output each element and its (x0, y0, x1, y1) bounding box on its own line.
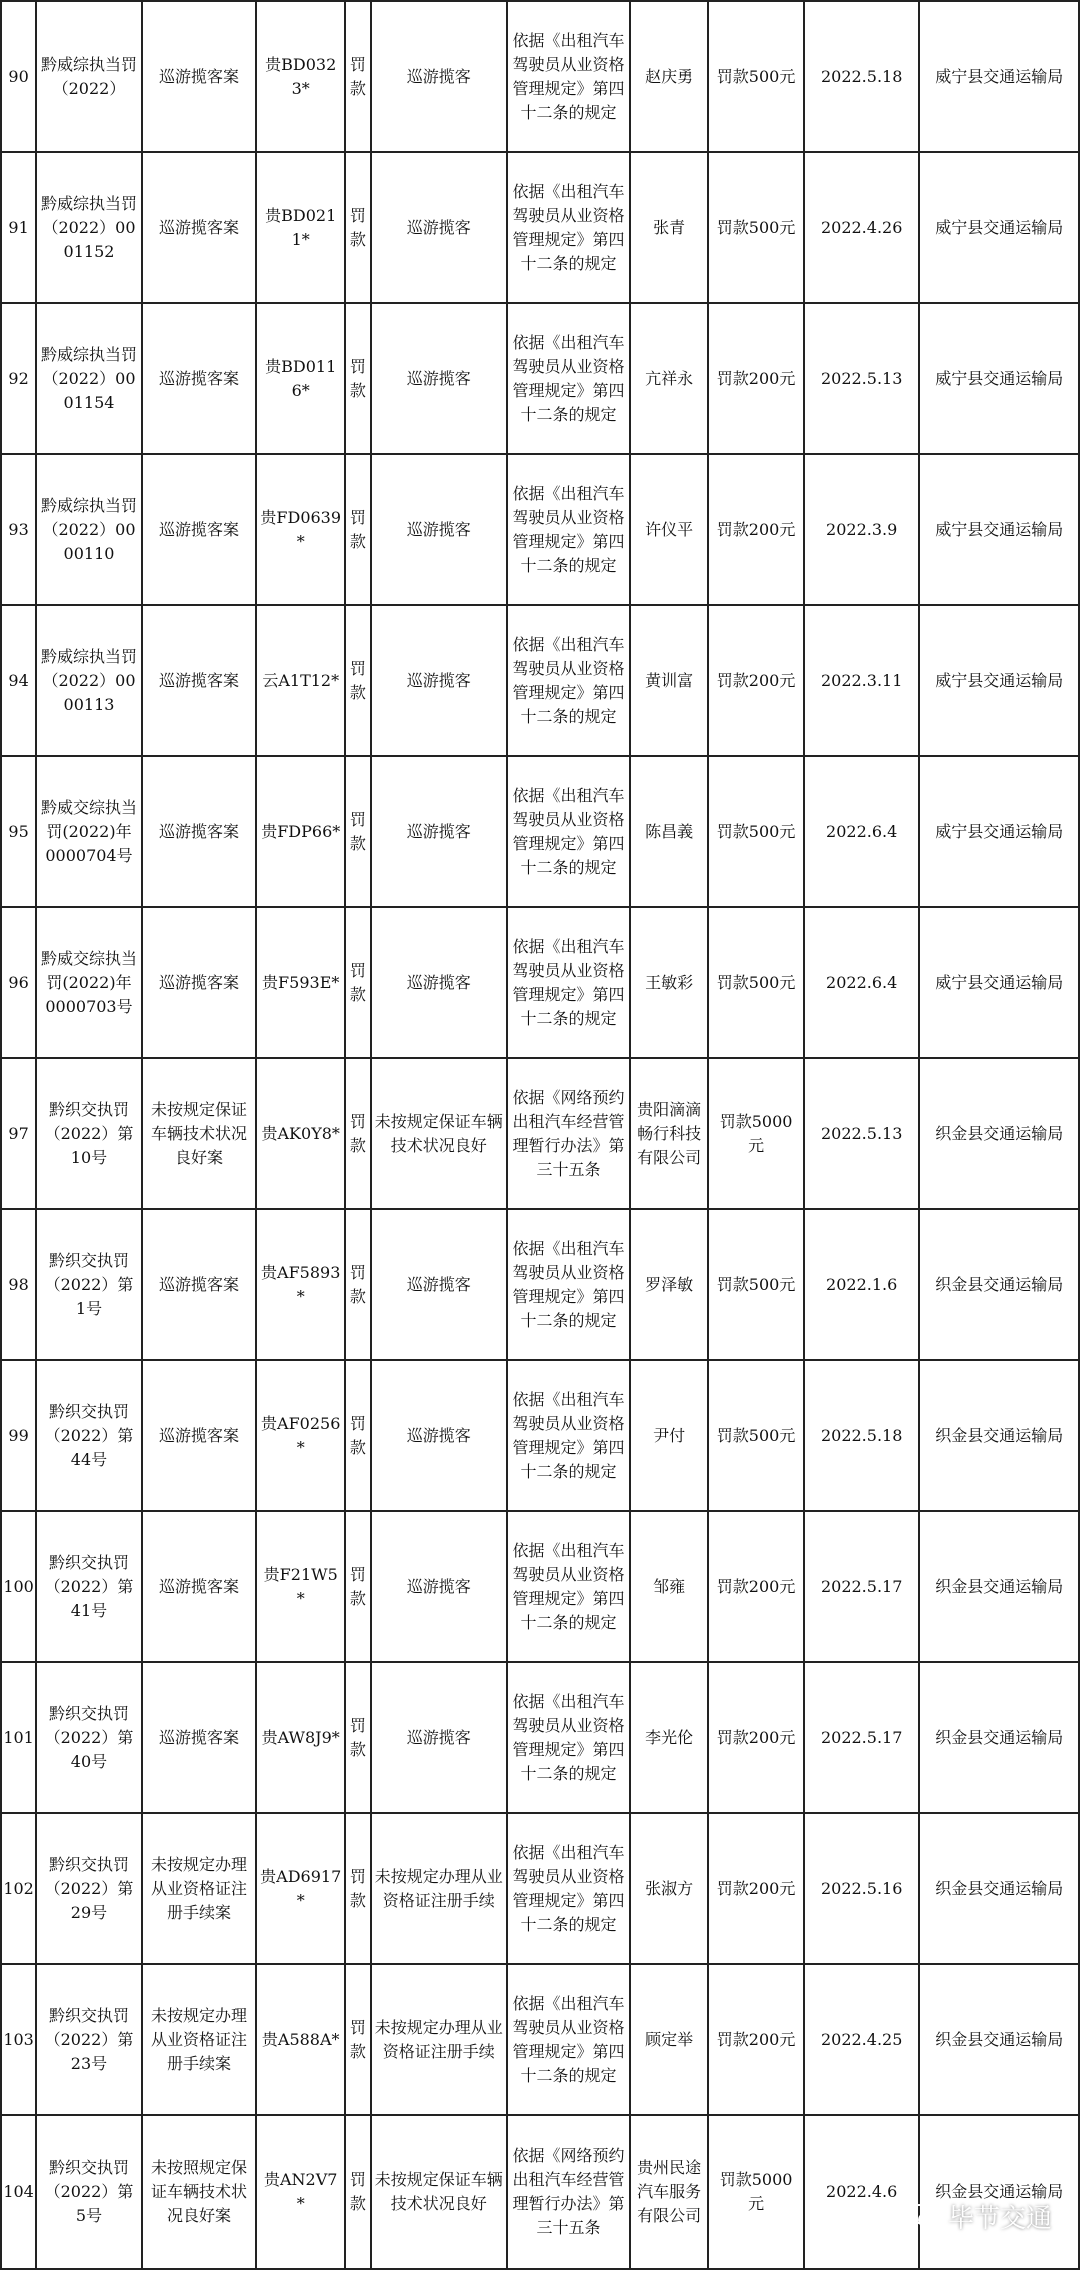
cell-plate: 贵AK0Y8* (256, 1058, 345, 1209)
cell-party: 许仪平 (630, 454, 708, 605)
cell-fact: 未按规定办理从业资格证注册手续 (371, 1964, 507, 2115)
cell-org: 威宁县交通运输局 (919, 1, 1079, 152)
cell-date: 2022.4.26 (804, 152, 920, 303)
cell-basis: 依据《出租汽车驾驶员从业资格管理规定》第四十二条的规定 (507, 454, 630, 605)
cell-no: 104 (1, 2115, 36, 2269)
cell-penalty: 罚款200元 (708, 605, 804, 756)
cell-date: 2022.5.13 (804, 303, 920, 454)
cell-basis: 依据《出租汽车驾驶员从业资格管理规定》第四十二条的规定 (507, 1209, 630, 1360)
cell-fact: 巡游揽客 (371, 1, 507, 152)
cell-plate: 贵FD0639* (256, 454, 345, 605)
wechat-icon (906, 2202, 940, 2232)
cell-no: 102 (1, 1813, 36, 1964)
cell-basis: 依据《网络预约出租汽车经营管理暂行办法》第三十五条 (507, 2115, 630, 2269)
cell-doc: 黔威综执当罚（2022）0001154 (36, 303, 142, 454)
cell-plate: 贵BD0211* (256, 152, 345, 303)
cell-case: 巡游揽客案 (142, 756, 256, 907)
cell-party: 黄训富 (630, 605, 708, 756)
cell-penalty: 罚款200元 (708, 1662, 804, 1813)
cell-type: 罚款 (345, 605, 370, 756)
cell-party: 邹雍 (630, 1511, 708, 1662)
cell-penalty: 罚款200元 (708, 1511, 804, 1662)
table-row (1, 454, 1079, 605)
table-row (1, 152, 1079, 303)
cell-party: 贵阳滴滴畅行科技有限公司 (630, 1058, 708, 1209)
cell-plate: 云A1T12* (256, 605, 345, 756)
cell-penalty: 罚款5000元 (708, 1058, 804, 1209)
cell-date: 2022.6.4 (804, 907, 920, 1058)
cell-case: 未按照规定保证车辆技术状况良好案 (142, 2115, 256, 2269)
cell-plate: 贵AF5893* (256, 1209, 345, 1360)
table-row (1, 605, 1079, 756)
cell-doc: 黔威交综执当罚(2022)年 0000704号 (36, 756, 142, 907)
cell-no: 98 (1, 1209, 36, 1360)
cell-case: 巡游揽客案 (142, 605, 256, 756)
cell-case: 巡游揽客案 (142, 1209, 256, 1360)
cell-type: 罚款 (345, 1209, 370, 1360)
cell-plate: 贵F21W5* (256, 1511, 345, 1662)
cell-basis: 依据《网络预约出租汽车经营管理暂行办法》第三十五条 (507, 1058, 630, 1209)
cell-party: 王敏彩 (630, 907, 708, 1058)
cell-fact: 巡游揽客 (371, 1209, 507, 1360)
cell-org: 威宁县交通运输局 (919, 756, 1079, 907)
cell-party: 亢祥永 (630, 303, 708, 454)
cell-type: 罚款 (345, 454, 370, 605)
cell-penalty: 罚款5000元 (708, 2115, 804, 2269)
cell-type: 罚款 (345, 1662, 370, 1813)
cell-type: 罚款 (345, 2115, 370, 2269)
cell-fact: 巡游揽客 (371, 152, 507, 303)
cell-type: 罚款 (345, 152, 370, 303)
cell-basis: 依据《出租汽车驾驶员从业资格管理规定》第四十二条的规定 (507, 756, 630, 907)
cell-doc: 黔威综执当罚（2022）0001152 (36, 152, 142, 303)
cell-fact: 巡游揽客 (371, 1511, 507, 1662)
cell-fact: 未按规定保证车辆技术状况良好 (371, 1058, 507, 1209)
table-row (1, 1058, 1079, 1209)
cell-date: 2022.5.17 (804, 1511, 920, 1662)
cell-org: 织金县交通运输局 (919, 1813, 1079, 1964)
cell-party: 张淑方 (630, 1813, 708, 1964)
cell-penalty: 罚款500元 (708, 907, 804, 1058)
cell-doc: 黔织交执罚（2022）第1号 (36, 1209, 142, 1360)
cell-basis: 依据《出租汽车驾驶员从业资格管理规定》第四十二条的规定 (507, 1, 630, 152)
cell-doc: 黔织交执罚（2022）第10号 (36, 1058, 142, 1209)
cell-penalty: 罚款500元 (708, 1360, 804, 1511)
cell-party: 张青 (630, 152, 708, 303)
cell-plate: 贵A588A* (256, 1964, 345, 2115)
cell-no: 94 (1, 605, 36, 756)
cell-no: 91 (1, 152, 36, 303)
cell-date: 2022.3.9 (804, 454, 920, 605)
cell-type: 罚款 (345, 1964, 370, 2115)
cell-org: 织金县交通运输局 (919, 1964, 1079, 2115)
cell-no: 99 (1, 1360, 36, 1511)
cell-plate: 贵AW8J9* (256, 1662, 345, 1813)
cell-case: 未按规定办理从业资格证注册手续案 (142, 1964, 256, 2115)
cell-type: 罚款 (345, 1360, 370, 1511)
cell-basis: 依据《出租汽车驾驶员从业资格管理规定》第四十二条的规定 (507, 1813, 630, 1964)
cell-date: 2022.5.13 (804, 1058, 920, 1209)
cell-type: 罚款 (345, 1, 370, 152)
cell-plate: 贵AF0256* (256, 1360, 345, 1511)
cell-fact: 巡游揽客 (371, 1662, 507, 1813)
cell-party: 罗泽敏 (630, 1209, 708, 1360)
cell-penalty: 罚款500元 (708, 756, 804, 907)
watermark (906, 2198, 1052, 2235)
cell-plate: 贵AD6917* (256, 1813, 345, 1964)
cell-doc: 黔威综执当罚（2022）0000113 (36, 605, 142, 756)
cell-basis: 依据《出租汽车驾驶员从业资格管理规定》第四十二条的规定 (507, 303, 630, 454)
cell-case: 巡游揽客案 (142, 303, 256, 454)
cell-doc: 黔威综执当罚（2022）0000110 (36, 454, 142, 605)
cell-penalty: 罚款200元 (708, 1964, 804, 2115)
cell-plate: 贵BD0116* (256, 303, 345, 454)
cell-plate: 贵FDP66* (256, 756, 345, 907)
cell-no: 97 (1, 1058, 36, 1209)
cell-fact: 巡游揽客 (371, 303, 507, 454)
cell-penalty: 罚款200元 (708, 1813, 804, 1964)
cell-plate: 贵BD0323* (256, 1, 345, 152)
cell-penalty: 罚款200元 (708, 303, 804, 454)
cell-type: 罚款 (345, 1813, 370, 1964)
cell-case: 未按规定办理从业资格证注册手续案 (142, 1813, 256, 1964)
cell-doc: 黔织交执罚（2022）第23号 (36, 1964, 142, 2115)
table-row (1, 756, 1079, 907)
cell-fact: 巡游揽客 (371, 907, 507, 1058)
cell-date: 2022.5.18 (804, 1360, 920, 1511)
cell-org: 威宁县交通运输局 (919, 303, 1079, 454)
cell-type: 罚款 (345, 1511, 370, 1662)
cell-no: 95 (1, 756, 36, 907)
cell-org: 威宁县交通运输局 (919, 605, 1079, 756)
cell-no: 92 (1, 303, 36, 454)
table-row (1, 1, 1079, 152)
cell-case: 巡游揽客案 (142, 1360, 256, 1511)
cell-date: 2022.3.11 (804, 605, 920, 756)
cell-penalty: 罚款500元 (708, 1209, 804, 1360)
cell-org: 织金县交通运输局 (919, 2115, 1079, 2269)
cell-org: 威宁县交通运输局 (919, 454, 1079, 605)
cell-doc: 黔织交执罚（2022）第44号 (36, 1360, 142, 1511)
cell-case: 巡游揽客案 (142, 907, 256, 1058)
cell-fact: 巡游揽客 (371, 1360, 507, 1511)
cell-type: 罚款 (345, 756, 370, 907)
cell-doc: 黔织交执罚（2022）第41号 (36, 1511, 142, 1662)
cell-doc: 黔威综执当罚（2022） (36, 1, 142, 152)
cell-fact: 巡游揽客 (371, 756, 507, 907)
cell-party: 尹付 (630, 1360, 708, 1511)
cell-org: 威宁县交通运输局 (919, 907, 1079, 1058)
cell-no: 96 (1, 907, 36, 1058)
table-row (1, 2115, 1079, 2269)
cell-no: 93 (1, 454, 36, 605)
cell-basis: 依据《出租汽车驾驶员从业资格管理规定》第四十二条的规定 (507, 1964, 630, 2115)
cell-date: 2022.6.4 (804, 756, 920, 907)
cell-case: 未按规定保证车辆技术状况良好案 (142, 1058, 256, 1209)
cell-party: 顾定举 (630, 1964, 708, 2115)
cell-date: 2022.4.6 (804, 2115, 920, 2269)
cell-plate: 贵F593E* (256, 907, 345, 1058)
cell-date: 2022.5.18 (804, 1, 920, 152)
cell-date: 2022.1.6 (804, 1209, 920, 1360)
cell-party: 李光伦 (630, 1662, 708, 1813)
cell-org: 织金县交通运输局 (919, 1662, 1079, 1813)
cell-fact: 未按规定保证车辆技术状况良好 (371, 2115, 507, 2269)
cell-org: 织金县交通运输局 (919, 1058, 1079, 1209)
cell-basis: 依据《出租汽车驾驶员从业资格管理规定》第四十二条的规定 (507, 1360, 630, 1511)
cell-date: 2022.5.17 (804, 1662, 920, 1813)
cell-case: 巡游揽客案 (142, 1662, 256, 1813)
cell-org: 织金县交通运输局 (919, 1360, 1079, 1511)
cell-case: 巡游揽客案 (142, 1511, 256, 1662)
table-row (1, 1662, 1079, 1813)
cell-doc: 黔威交综执当罚(2022)年 0000703号 (36, 907, 142, 1058)
cell-no: 100 (1, 1511, 36, 1662)
cell-basis: 依据《出租汽车驾驶员从业资格管理规定》第四十二条的规定 (507, 907, 630, 1058)
cell-org: 织金县交通运输局 (919, 1209, 1079, 1360)
cell-case: 巡游揽客案 (142, 1, 256, 152)
table-row (1, 1813, 1079, 1964)
cell-doc: 黔织交执罚（2022）第29号 (36, 1813, 142, 1964)
cell-party: 赵庆勇 (630, 1, 708, 152)
cell-party: 贵州民途汽车服务有限公司 (630, 2115, 708, 2269)
cell-case: 巡游揽客案 (142, 454, 256, 605)
cell-case: 巡游揽客案 (142, 152, 256, 303)
cell-no: 101 (1, 1662, 36, 1813)
cell-type: 罚款 (345, 1058, 370, 1209)
cell-org: 威宁县交通运输局 (919, 152, 1079, 303)
cell-party: 陈昌義 (630, 756, 708, 907)
cell-no: 90 (1, 1, 36, 152)
table-row (1, 1209, 1079, 1360)
cell-fact: 未按规定办理从业资格证注册手续 (371, 1813, 507, 1964)
cell-basis: 依据《出租汽车驾驶员从业资格管理规定》第四十二条的规定 (507, 152, 630, 303)
cell-fact: 巡游揽客 (371, 454, 507, 605)
cell-penalty: 罚款500元 (708, 152, 804, 303)
table-row (1, 1964, 1079, 2115)
cell-plate: 贵AN2V7* (256, 2115, 345, 2269)
cell-basis: 依据《出租汽车驾驶员从业资格管理规定》第四十二条的规定 (507, 605, 630, 756)
cell-penalty: 罚款200元 (708, 454, 804, 605)
cell-doc: 黔织交执罚（2022）第5号 (36, 2115, 142, 2269)
cell-doc: 黔织交执罚（2022）第40号 (36, 1662, 142, 1813)
cell-type: 罚款 (345, 907, 370, 1058)
cell-type: 罚款 (345, 303, 370, 454)
cell-basis: 依据《出租汽车驾驶员从业资格管理规定》第四十二条的规定 (507, 1662, 630, 1813)
table-row (1, 907, 1079, 1058)
watermark-text: 毕节交通 (947, 2204, 1052, 2234)
table-row (1, 303, 1079, 454)
table-row (1, 1511, 1079, 1662)
cell-no: 103 (1, 1964, 36, 2115)
cell-fact: 巡游揽客 (371, 605, 507, 756)
cell-org: 织金县交通运输局 (919, 1511, 1079, 1662)
table-row (1, 1360, 1079, 1511)
cell-basis: 依据《出租汽车驾驶员从业资格管理规定》第四十二条的规定 (507, 1511, 630, 1662)
cell-date: 2022.5.16 (804, 1813, 920, 1964)
cell-penalty: 罚款500元 (708, 1, 804, 152)
cell-date: 2022.4.25 (804, 1964, 920, 2115)
